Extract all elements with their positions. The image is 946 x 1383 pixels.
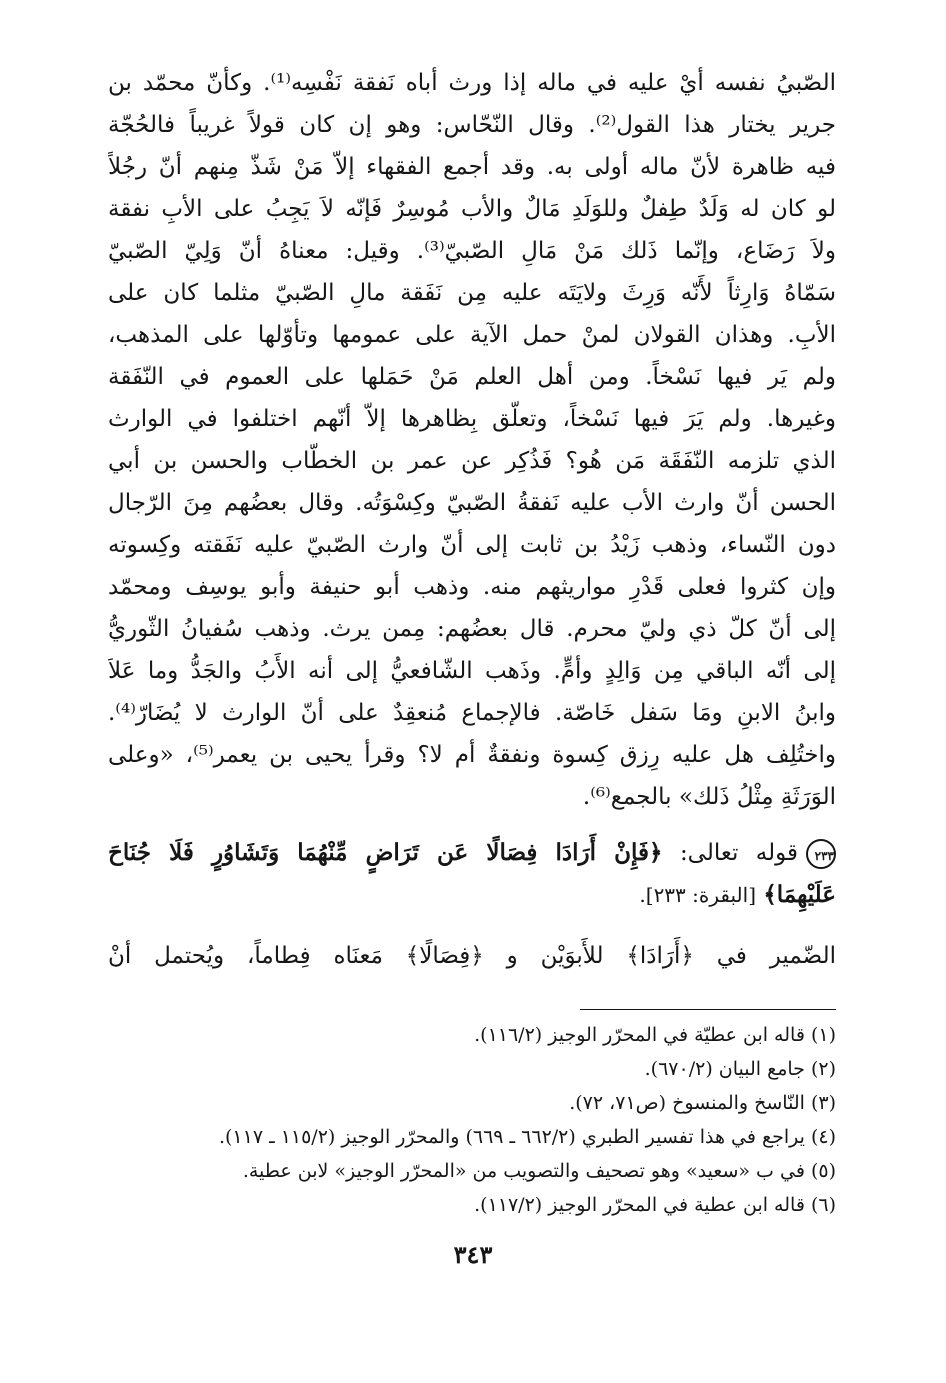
verse-text: عَلَيْهِمَا﴾ [763,881,836,908]
body-line: الأبِ. وهذان القولان لمنْ حمل الآية على عمومها وتأوّلها على المذهب، [108,322,836,348]
body-text [108,62,836,818]
verse-line [108,832,836,874]
footnote-separator [580,1009,836,1010]
body-line: الصّبيُ نفسه أيْ عليه في ماله إذا ورث أباه نَفقة نَفْسِه⁽¹⁾. وكأنّ محمّد بن [108,70,836,96]
body-line: الضّمير في ﴿أَرَادَا﴾ للأَبوَيْن و ﴿فِصَالًا﴾ مَعنَاه فِطاماً، ويُحتمل أنْ [108,943,836,969]
verse-heading [108,832,836,916]
body-line: ولم يَر فيها نَسْخاً. ومن أهل العلم مَنْ حَمَلها على العموم في النّفَقة [108,364,836,390]
footnote: (٦) قاله ابن عطية في المحرّر الوجيز (١١٧/٢). [474,1194,836,1216]
footnote: (٥) في ب «سعيد» وهو تصحيف والتصويب من «المحرّر الوجيز» لابن عطية. [242,1160,836,1182]
body-line: إلى أنّ كلّ ذي وليّ محرم. قال بعضُهم: مِمن يرث. وذهب سُفيانُ الثّوريُّ [108,616,836,642]
body-line: إلى أنّه الباقي مِن وَالِدٍ وأمٍّ. وذَهب الشّافعيُّ إلى أنه الأَبُ والجَدُّ وما عَلاَ [108,658,836,684]
body-line: دون النّساء، وذهب زَيْدُ بن ثابت إلى أنّ وارث الصّبيّ عليه نَفَقته وكِسوته [108,532,836,558]
body-line: فيه ظاهرة لأنّ ماله أولى به. وقد أجمع الفقهاء إلاّ مَنْ شَذّ مِنهم أنّ رجُلاً [108,154,836,180]
page-number: ٣٤٣ [453,1240,493,1269]
body-line: الذي تلزمه النّفَقَة مَن هُو؟ فَذُكِر عن عمر بن الخطّاب والحسن بن أبي [108,448,836,474]
body-line: وإن كثروا فعلى قَدْرِ مواريثهم منه. وذهب أبو حنيفة وأبو يوسِف ومحمّد [108,574,836,600]
body-line: الوَرَثَةِ مِثْلُ ذَلك» بالجمع⁽⁶⁾. [582,784,836,810]
footnotes [108,1018,836,1222]
verse-line [108,874,836,916]
footnote: (١) قاله ابن عطيّة في المحرّر الوجيز (١١٦/٢). [474,1024,836,1046]
verse-intro: قوله تعالى: [679,840,798,866]
body-line: وابنُ الابنِ ومَا سَفل خَاصّة. فالإجماع مُنعقِدٌ على أنّ الوارث لا يُضَارّ⁽⁴⁾. [108,700,836,726]
body-line: واختُلِف هل عليه رِزق كِسوة ونفقةٌ أم لا؟ وقرأ يحيى بن يعمر⁽⁵⁾، «وعلى [108,742,836,768]
body-line: سَمّاهُ وَارِثاً لأَنّه وَرِثَ ولايَتَه عليه مِن نَفَقة مالِ الصّبيّ مثلما كان على [108,280,836,306]
footnote: (٢) جامع البيان (٦٧٠/٢). [644,1058,836,1080]
body-line: لو كان له وَلَدٌ طِفلٌ وللوَلَدِ مَالٌ والأب مُوسِرٌ فَإنّه لاَ يَجِبُ على الأبِ نفقة [108,196,836,222]
verse-reference: [البقرة: ٢٣٣]. [639,883,757,907]
body-line: جرير يختار هذا القول⁽²⁾. وقال النّحّاس: وهو إن كان قولاً غريباً فالحُجّة [108,112,836,138]
body-line: الحسن أنّ وارث الأب عليه نَفقةُ الصّبيّ وكِسْوَتُه. وقال بعضُهم مِنَ الرّجال [108,490,836,516]
verse-number-badge: ٢٣٣ [806,839,836,869]
body-line: وغيرها. ولم يَرَ فيها نَسْخاً، وتعلّق بِظاهرها إلاّ أنّهم اختلفوا في الوارث [108,406,836,432]
verse-text: ﴿فَإِنْ أَرَادَا فِصَالًا عَن تَرَاضٍ مِّنْهُمَا وَتَشَاوُرٍ فَلَا جُنَاحَ [108,839,663,866]
body-line: ولاَ رَضَاع، وإنّما ذَلك مَنْ مَالِ الصّبيّ⁽³⁾. وقيل: معناهُ أنّ وَلِيّ الصّبيّ [108,238,836,264]
footnote: (٣) النّاسخ والمنسوخ (ص٧١، ٧٢). [569,1092,836,1114]
footnote: (٤) يراجع في هذا تفسير الطبري (٦٦٢/٢ ـ ٦٦٩) والمحرّر الوجيز (١١٥/٢ ـ ١١٧). [218,1126,836,1148]
